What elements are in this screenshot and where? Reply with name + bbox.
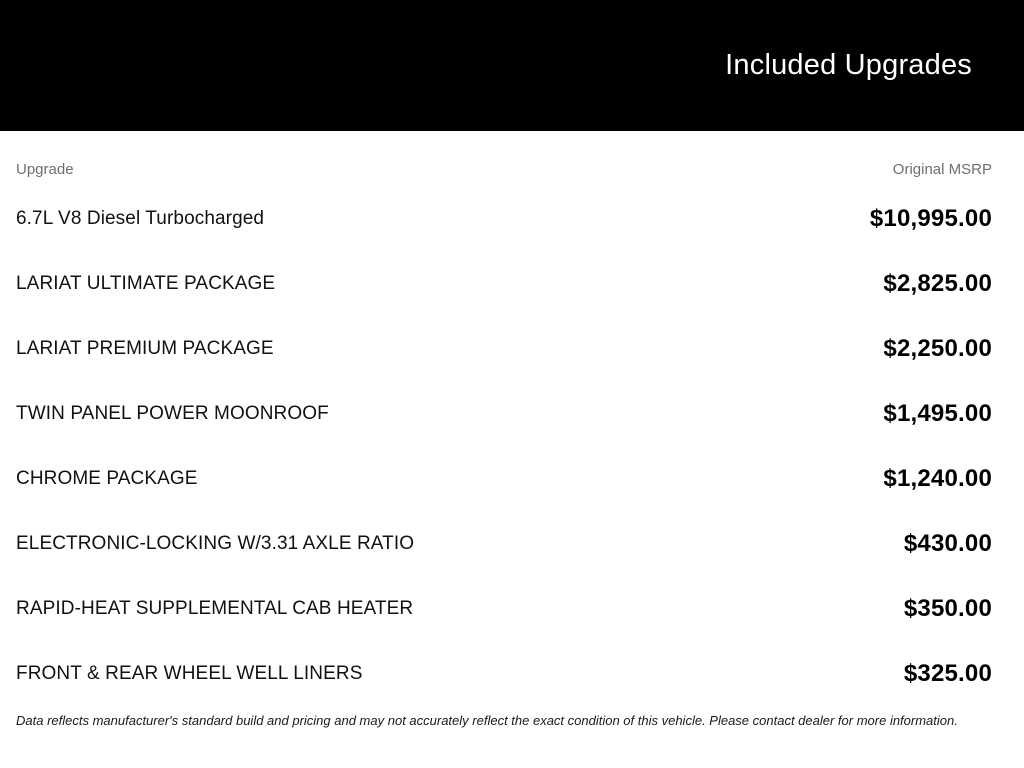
table-column-header	[16, 161, 992, 178]
upgrade-name: RAPID-HEAT SUPPLEMENTAL CAB HEATER	[16, 597, 414, 619]
table-row	[16, 381, 992, 446]
upgrade-price: $2,250.00	[883, 334, 992, 362]
upgrade-price: $1,240.00	[883, 464, 992, 492]
upgrade-name: LARIAT ULTIMATE PACKAGE	[16, 272, 276, 294]
table-row	[16, 511, 992, 576]
upgrade-price: $350.00	[903, 594, 992, 622]
column-header-upgrade: Upgrade	[16, 161, 74, 178]
table-row	[16, 446, 992, 511]
column-header-original-msrp: Original MSRP	[892, 161, 992, 178]
upgrade-name: 6.7L V8 Diesel Turbocharged	[16, 207, 265, 229]
hero-banner	[0, 0, 1024, 131]
upgrade-name: TWIN PANEL POWER MOONROOF	[16, 402, 329, 424]
disclaimer-text: Data reflects manufacturer's standard build and pricing and may not accurately reflect the exact condition of this vehicle. Please contact dealer for more information.	[16, 713, 958, 728]
upgrade-name: LARIAT PREMIUM PACKAGE	[16, 337, 274, 359]
table-row	[16, 316, 992, 381]
upgrade-price: $430.00	[903, 529, 992, 557]
table-row	[16, 186, 992, 251]
upgrade-price: $10,995.00	[869, 204, 992, 232]
table-row	[16, 641, 992, 706]
upgrade-price: $325.00	[903, 659, 992, 687]
table-row	[16, 251, 992, 316]
page-title: Included Upgrades	[725, 49, 972, 81]
upgrade-name: CHROME PACKAGE	[16, 467, 198, 489]
upgrade-name: FRONT & REAR WHEEL WELL LINERS	[16, 662, 363, 684]
upgrade-price: $1,495.00	[883, 399, 992, 427]
upgrade-price: $2,825.00	[883, 269, 992, 297]
table-row	[16, 576, 992, 641]
upgrade-name: ELECTRONIC-LOCKING W/3.31 AXLE RATIO	[16, 532, 415, 554]
upgrades-table	[0, 161, 1024, 728]
upgrade-rows	[16, 186, 992, 706]
